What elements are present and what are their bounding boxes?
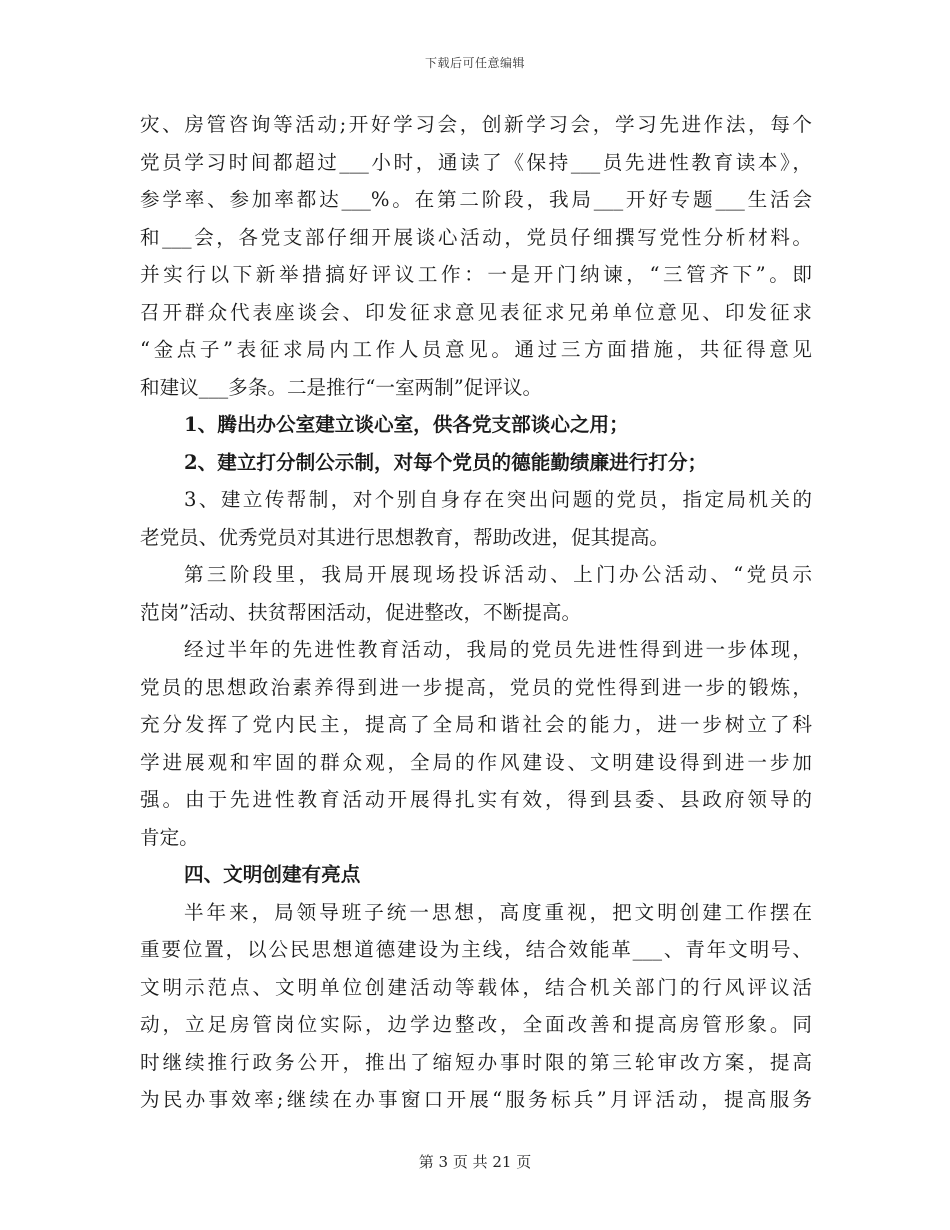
document-text-line: 范岗”活动、扶贫帮困活动，促进整改，不断提高。 — [140, 600, 582, 624]
document-text-line: 经过半年的先进性教育活动，我局的党员先进性得到进一步体现， — [184, 638, 812, 661]
document-text-line: 灾、房管咨询等活动;开好学习会，创新学习会，学习先进作法，每个 — [140, 113, 812, 136]
document-text-line: 动，立足房管岗位实际，边学边整改，全面改善和提高房管形象。同 — [140, 1013, 812, 1036]
document-text-line: 党员的思想政治素养得到进一步提高，党员的党性得到进一步的锻炼， — [140, 675, 812, 699]
document-text-line: 肯定。 — [140, 825, 199, 849]
document-text-line: 党员学习时间都超过___小时，通读了《保持___员先进性教育读本》， — [140, 150, 812, 174]
document-text-line: 第三阶段里，我局开展现场投诉活动、上门办公活动、“党员示 — [184, 563, 812, 586]
document-text-line: 学进展观和牢固的群众观，全局的作风建设、文明建设得到进一步加 — [140, 750, 812, 774]
document-heading-line: 2、建立打分制公示制，对每个党员的德能勤绩廉进行打分； — [184, 450, 708, 474]
document-text-line: 老党员、优秀党员对其进行思想教育，帮助改进，促其提高。 — [140, 525, 670, 549]
document-text-line: 和___会，各党支部仔细开展谈心活动，党员仔细撰写党性分析材料。 — [140, 225, 812, 249]
document-text-line: 参学率、参加率都达___%。在第二阶段，我局___开好专题___生活会 — [140, 188, 812, 211]
document-text-line: 时继续推行政务公开，推出了缩短办事时限的第三轮审改方案，提高 — [140, 1050, 812, 1074]
document-text-line: 文明示范点、文明单位创建活动等载体，结合机关部门的行风评议活 — [140, 975, 812, 999]
document-text-line: 召开群众代表座谈会、印发征求意见表征求兄弟单位意见、印发征求 — [140, 300, 812, 324]
document-text-line: “金点子”表征求局内工作人员意见。通过三方面措施，共征得意见 — [140, 338, 812, 361]
document-text-line: 充分发挥了党内民主，提高了全局和谐社会的能力，进一步树立了科 — [140, 713, 812, 736]
document-text-line: 半年来，局领导班子统一思想，高度重视，把文明创建工作摆在 — [184, 900, 812, 924]
document-text-line: 并实行以下新举措搞好评议工作：一是开门纳谏，“三管齐下”。即 — [140, 263, 812, 286]
page-header: 下载后可任意编辑 — [424, 56, 525, 70]
document-text-line: 强。由于先进性教育活动开展得扎实有效，得到县委、县政府领导的 — [140, 788, 812, 811]
document-heading-line: 1、腾出办公室建立谈心室，供各党支部谈心之用； — [184, 413, 629, 436]
document-text-line: 为民办事效率;继续在办事窗口开展“服务标兵”月评活动，提高服务 — [140, 1088, 812, 1111]
document-text-line: 和建议___多条。二是推行“一室两制”促评议。 — [140, 375, 543, 399]
document-text-line: 重要位置，以公民思想道德建设为主线，结合效能革___、青年文明号、 — [140, 938, 812, 961]
document-text-line: 3、建立传帮制，对个别自身存在突出问题的党员，指定局机关的 — [184, 488, 812, 511]
page-footer: 第 3 页 共 21 页 — [418, 1153, 532, 1171]
document-body — [140, 106, 812, 1119]
document-heading-line: 四、文明创建有亮点 — [184, 863, 361, 886]
